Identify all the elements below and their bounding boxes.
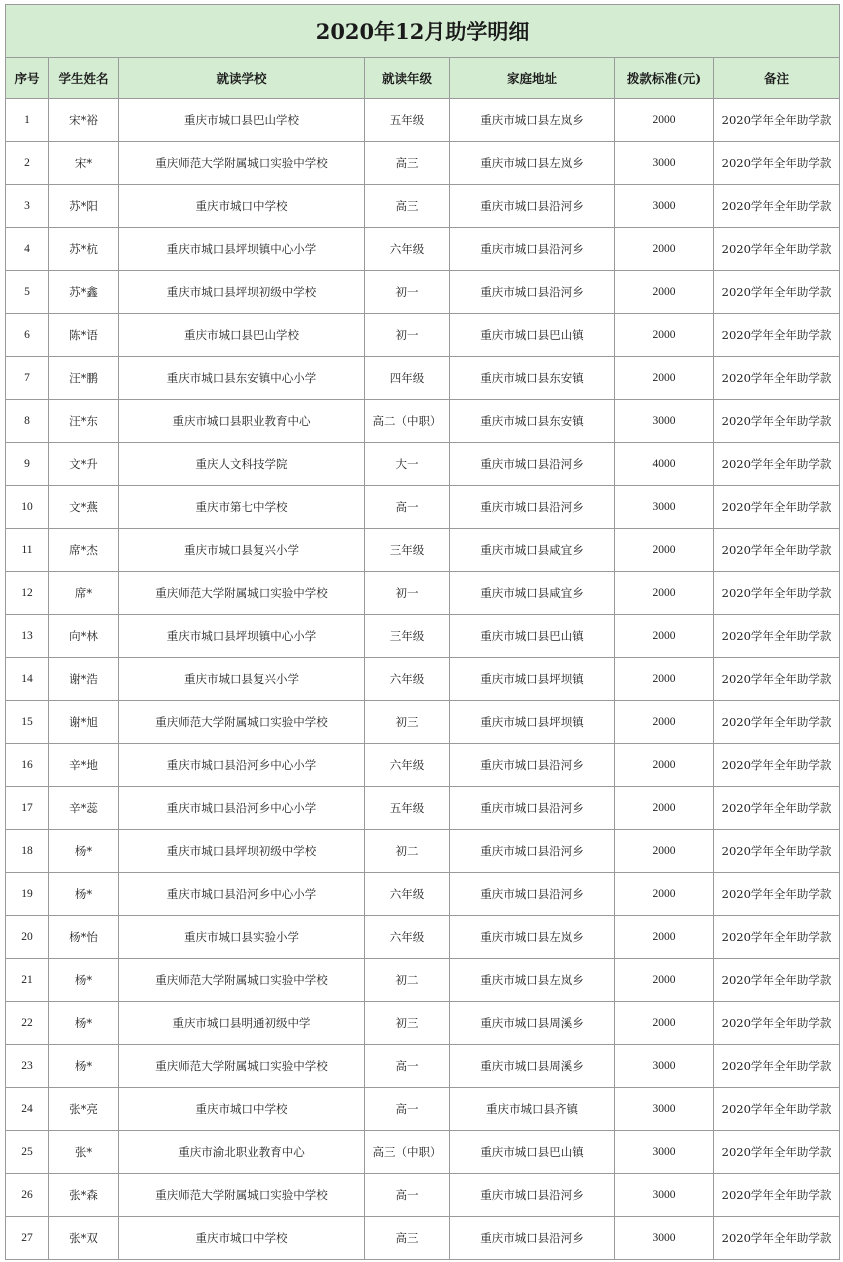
table-row <box>6 443 840 486</box>
cell-school: 重庆师范大学附属城口实验中学校 <box>119 572 365 615</box>
cell-no: 26 <box>6 1174 49 1217</box>
table-row <box>6 701 840 744</box>
cell-school: 重庆市渝北职业教育中心 <box>119 1131 365 1174</box>
cell-name: 杨* <box>49 1045 119 1088</box>
cell-amount: 3000 <box>615 1217 714 1260</box>
cell-grade: 高三 <box>365 1217 450 1260</box>
cell-address: 重庆市城口县齐镇 <box>450 1088 615 1131</box>
cell-name: 谢*浩 <box>49 658 119 701</box>
cell-name: 苏*阳 <box>49 185 119 228</box>
cell-grade: 初二 <box>365 830 450 873</box>
cell-address: 重庆市城口县坪坝镇 <box>450 658 615 701</box>
cell-address: 重庆市城口县巴山镇 <box>450 1131 615 1174</box>
cell-note: 2020学年全年助学款 <box>714 572 840 615</box>
header-amount: 拨款标准(元) <box>615 58 714 99</box>
header-address: 家庭地址 <box>450 58 615 99</box>
cell-address: 重庆市城口县沿河乡 <box>450 185 615 228</box>
aid-detail-table <box>5 4 840 1260</box>
cell-no: 22 <box>6 1002 49 1045</box>
cell-grade: 六年级 <box>365 658 450 701</box>
cell-grade: 三年级 <box>365 615 450 658</box>
cell-amount: 3000 <box>615 400 714 443</box>
cell-amount: 2000 <box>615 1002 714 1045</box>
cell-note: 2020学年全年助学款 <box>714 744 840 787</box>
cell-name: 文*燕 <box>49 486 119 529</box>
cell-no: 11 <box>6 529 49 572</box>
cell-school: 重庆市城口县复兴小学 <box>119 529 365 572</box>
cell-note: 2020学年全年助学款 <box>714 400 840 443</box>
cell-grade: 高一 <box>365 1088 450 1131</box>
cell-school: 重庆市城口中学校 <box>119 185 365 228</box>
cell-address: 重庆市城口县坪坝镇 <box>450 701 615 744</box>
cell-grade: 初一 <box>365 271 450 314</box>
cell-name: 张* <box>49 1131 119 1174</box>
cell-address: 重庆市城口县左岚乡 <box>450 99 615 142</box>
table-row <box>6 1002 840 1045</box>
cell-amount: 3000 <box>615 142 714 185</box>
cell-note: 2020学年全年助学款 <box>714 701 840 744</box>
cell-amount: 4000 <box>615 443 714 486</box>
cell-amount: 2000 <box>615 787 714 830</box>
cell-note: 2020学年全年助学款 <box>714 1088 840 1131</box>
cell-no: 6 <box>6 314 49 357</box>
table-row <box>6 959 840 1002</box>
cell-name: 苏*鑫 <box>49 271 119 314</box>
cell-grade: 初二 <box>365 959 450 1002</box>
cell-address: 重庆市城口县沿河乡 <box>450 271 615 314</box>
cell-address: 重庆市城口县沿河乡 <box>450 830 615 873</box>
cell-school: 重庆市城口县坪坝镇中心小学 <box>119 615 365 658</box>
cell-no: 14 <box>6 658 49 701</box>
cell-address: 重庆市城口县咸宜乡 <box>450 572 615 615</box>
cell-amount: 2000 <box>615 701 714 744</box>
cell-address: 重庆市城口县沿河乡 <box>450 443 615 486</box>
cell-amount: 3000 <box>615 486 714 529</box>
cell-no: 27 <box>6 1217 49 1260</box>
header-note: 备注 <box>714 58 840 99</box>
cell-address: 重庆市城口县沿河乡 <box>450 787 615 830</box>
cell-note: 2020学年全年助学款 <box>714 357 840 400</box>
cell-address: 重庆市城口县巴山镇 <box>450 615 615 658</box>
cell-school: 重庆市城口县沿河乡中心小学 <box>119 787 365 830</box>
cell-address: 重庆市城口县沿河乡 <box>450 228 615 271</box>
cell-amount: 2000 <box>615 529 714 572</box>
table-row <box>6 572 840 615</box>
cell-school: 重庆师范大学附属城口实验中学校 <box>119 701 365 744</box>
cell-grade: 高一 <box>365 486 450 529</box>
table-row <box>6 830 840 873</box>
cell-address: 重庆市城口县左岚乡 <box>450 916 615 959</box>
cell-amount: 2000 <box>615 658 714 701</box>
cell-no: 3 <box>6 185 49 228</box>
table-row <box>6 658 840 701</box>
cell-school: 重庆市城口县沿河乡中心小学 <box>119 744 365 787</box>
cell-no: 24 <box>6 1088 49 1131</box>
cell-no: 12 <box>6 572 49 615</box>
table-row <box>6 314 840 357</box>
cell-name: 杨* <box>49 830 119 873</box>
cell-grade: 初三 <box>365 1002 450 1045</box>
cell-address: 重庆市城口县沿河乡 <box>450 1174 615 1217</box>
cell-amount: 3000 <box>615 185 714 228</box>
cell-note: 2020学年全年助学款 <box>714 185 840 228</box>
cell-grade: 六年级 <box>365 744 450 787</box>
cell-amount: 2000 <box>615 830 714 873</box>
cell-name: 文*升 <box>49 443 119 486</box>
table-row <box>6 185 840 228</box>
cell-note: 2020学年全年助学款 <box>714 658 840 701</box>
cell-no: 25 <box>6 1131 49 1174</box>
table-row <box>6 228 840 271</box>
cell-school: 重庆市城口县巴山学校 <box>119 99 365 142</box>
cell-grade: 五年级 <box>365 99 450 142</box>
cell-no: 7 <box>6 357 49 400</box>
table-row <box>6 1174 840 1217</box>
cell-no: 1 <box>6 99 49 142</box>
cell-school: 重庆市城口县实验小学 <box>119 916 365 959</box>
table-row <box>6 1045 840 1088</box>
cell-note: 2020学年全年助学款 <box>714 529 840 572</box>
cell-amount: 2000 <box>615 99 714 142</box>
cell-grade: 六年级 <box>365 873 450 916</box>
cell-grade: 三年级 <box>365 529 450 572</box>
table-row <box>6 744 840 787</box>
cell-address: 重庆市城口县左岚乡 <box>450 959 615 1002</box>
header-no: 序号 <box>6 58 49 99</box>
cell-note: 2020学年全年助学款 <box>714 99 840 142</box>
cell-note: 2020学年全年助学款 <box>714 142 840 185</box>
table-row <box>6 916 840 959</box>
cell-grade: 初一 <box>365 572 450 615</box>
cell-note: 2020学年全年助学款 <box>714 1217 840 1260</box>
table-row <box>6 787 840 830</box>
cell-amount: 2000 <box>615 959 714 1002</box>
cell-amount: 2000 <box>615 572 714 615</box>
table-row <box>6 99 840 142</box>
cell-note: 2020学年全年助学款 <box>714 486 840 529</box>
cell-no: 16 <box>6 744 49 787</box>
cell-note: 2020学年全年助学款 <box>714 959 840 1002</box>
cell-amount: 2000 <box>615 916 714 959</box>
cell-note: 2020学年全年助学款 <box>714 1174 840 1217</box>
cell-name: 汪*东 <box>49 400 119 443</box>
cell-no: 19 <box>6 873 49 916</box>
cell-grade: 高一 <box>365 1045 450 1088</box>
cell-school: 重庆市城口县东安镇中心小学 <box>119 357 365 400</box>
table-row <box>6 271 840 314</box>
cell-grade: 大一 <box>365 443 450 486</box>
cell-name: 宋*裕 <box>49 99 119 142</box>
cell-school: 重庆市城口县沿河乡中心小学 <box>119 873 365 916</box>
cell-school: 重庆市城口中学校 <box>119 1217 365 1260</box>
cell-school: 重庆师范大学附属城口实验中学校 <box>119 1174 365 1217</box>
cell-school: 重庆师范大学附属城口实验中学校 <box>119 959 365 1002</box>
cell-note: 2020学年全年助学款 <box>714 1045 840 1088</box>
cell-no: 2 <box>6 142 49 185</box>
cell-amount: 2000 <box>615 744 714 787</box>
cell-no: 23 <box>6 1045 49 1088</box>
cell-name: 张*亮 <box>49 1088 119 1131</box>
cell-no: 15 <box>6 701 49 744</box>
cell-no: 21 <box>6 959 49 1002</box>
cell-name: 张*双 <box>49 1217 119 1260</box>
cell-no: 5 <box>6 271 49 314</box>
table-row <box>6 529 840 572</box>
cell-address: 重庆市城口县沿河乡 <box>450 1217 615 1260</box>
cell-grade: 初一 <box>365 314 450 357</box>
cell-no: 17 <box>6 787 49 830</box>
cell-name: 陈*语 <box>49 314 119 357</box>
table-row <box>6 142 840 185</box>
cell-note: 2020学年全年助学款 <box>714 314 840 357</box>
cell-school: 重庆市城口县坪坝镇中心小学 <box>119 228 365 271</box>
cell-note: 2020学年全年助学款 <box>714 916 840 959</box>
table-row <box>6 400 840 443</box>
cell-school: 重庆市城口县巴山学校 <box>119 314 365 357</box>
cell-name: 杨*怡 <box>49 916 119 959</box>
cell-note: 2020学年全年助学款 <box>714 228 840 271</box>
header-grade: 就读年级 <box>365 58 450 99</box>
cell-name: 席* <box>49 572 119 615</box>
cell-address: 重庆市城口县周溪乡 <box>450 1002 615 1045</box>
cell-name: 谢*旭 <box>49 701 119 744</box>
cell-no: 18 <box>6 830 49 873</box>
cell-school: 重庆市城口县坪坝初级中学校 <box>119 830 365 873</box>
table-row <box>6 1088 840 1131</box>
cell-address: 重庆市城口县巴山镇 <box>450 314 615 357</box>
cell-school: 重庆市城口中学校 <box>119 1088 365 1131</box>
cell-no: 4 <box>6 228 49 271</box>
cell-grade: 高三（中职） <box>365 1131 450 1174</box>
cell-note: 2020学年全年助学款 <box>714 443 840 486</box>
table-row <box>6 357 840 400</box>
cell-grade: 初三 <box>365 701 450 744</box>
cell-grade: 六年级 <box>365 916 450 959</box>
cell-grade: 高三 <box>365 185 450 228</box>
cell-amount: 3000 <box>615 1174 714 1217</box>
cell-name: 向*林 <box>49 615 119 658</box>
table-body <box>6 99 840 1260</box>
table-row <box>6 486 840 529</box>
cell-address: 重庆市城口县东安镇 <box>450 400 615 443</box>
cell-amount: 3000 <box>615 1131 714 1174</box>
cell-school: 重庆市城口县复兴小学 <box>119 658 365 701</box>
cell-grade: 高二（中职） <box>365 400 450 443</box>
cell-note: 2020学年全年助学款 <box>714 873 840 916</box>
cell-no: 9 <box>6 443 49 486</box>
cell-name: 席*杰 <box>49 529 119 572</box>
cell-school: 重庆市城口县明通初级中学 <box>119 1002 365 1045</box>
cell-no: 10 <box>6 486 49 529</box>
cell-amount: 2000 <box>615 615 714 658</box>
cell-no: 13 <box>6 615 49 658</box>
cell-amount: 2000 <box>615 228 714 271</box>
cell-amount: 3000 <box>615 1045 714 1088</box>
cell-grade: 五年级 <box>365 787 450 830</box>
cell-name: 杨* <box>49 1002 119 1045</box>
cell-name: 宋* <box>49 142 119 185</box>
cell-name: 苏*杭 <box>49 228 119 271</box>
cell-note: 2020学年全年助学款 <box>714 615 840 658</box>
cell-address: 重庆市城口县咸宜乡 <box>450 529 615 572</box>
header-row <box>6 58 840 99</box>
cell-amount: 2000 <box>615 873 714 916</box>
cell-address: 重庆市城口县沿河乡 <box>450 486 615 529</box>
cell-school: 重庆市第七中学校 <box>119 486 365 529</box>
cell-name: 杨* <box>49 873 119 916</box>
cell-grade: 四年级 <box>365 357 450 400</box>
cell-name: 张*森 <box>49 1174 119 1217</box>
cell-grade: 高一 <box>365 1174 450 1217</box>
cell-amount: 2000 <box>615 271 714 314</box>
cell-no: 8 <box>6 400 49 443</box>
table-row <box>6 1131 840 1174</box>
cell-name: 辛*蕊 <box>49 787 119 830</box>
table-row <box>6 615 840 658</box>
cell-address: 重庆市城口县周溪乡 <box>450 1045 615 1088</box>
cell-note: 2020学年全年助学款 <box>714 1002 840 1045</box>
header-school: 就读学校 <box>119 58 365 99</box>
cell-grade: 六年级 <box>365 228 450 271</box>
cell-no: 20 <box>6 916 49 959</box>
cell-note: 2020学年全年助学款 <box>714 271 840 314</box>
cell-name: 辛*地 <box>49 744 119 787</box>
cell-note: 2020学年全年助学款 <box>714 1131 840 1174</box>
cell-note: 2020学年全年助学款 <box>714 787 840 830</box>
table-row <box>6 1217 840 1260</box>
cell-address: 重庆市城口县沿河乡 <box>450 744 615 787</box>
cell-school: 重庆市城口县坪坝初级中学校 <box>119 271 365 314</box>
cell-grade: 高三 <box>365 142 450 185</box>
cell-address: 重庆市城口县左岚乡 <box>450 142 615 185</box>
cell-amount: 2000 <box>615 314 714 357</box>
page-title: 2020年12月助学明细 <box>6 5 840 58</box>
cell-school: 重庆市城口县职业教育中心 <box>119 400 365 443</box>
header-name: 学生姓名 <box>49 58 119 99</box>
cell-name: 杨* <box>49 959 119 1002</box>
cell-school: 重庆人文科技学院 <box>119 443 365 486</box>
cell-address: 重庆市城口县东安镇 <box>450 357 615 400</box>
cell-name: 汪*鹏 <box>49 357 119 400</box>
cell-amount: 3000 <box>615 1088 714 1131</box>
cell-address: 重庆市城口县沿河乡 <box>450 873 615 916</box>
cell-note: 2020学年全年助学款 <box>714 830 840 873</box>
cell-school: 重庆师范大学附属城口实验中学校 <box>119 142 365 185</box>
cell-amount: 2000 <box>615 357 714 400</box>
cell-school: 重庆师范大学附属城口实验中学校 <box>119 1045 365 1088</box>
table-row <box>6 873 840 916</box>
